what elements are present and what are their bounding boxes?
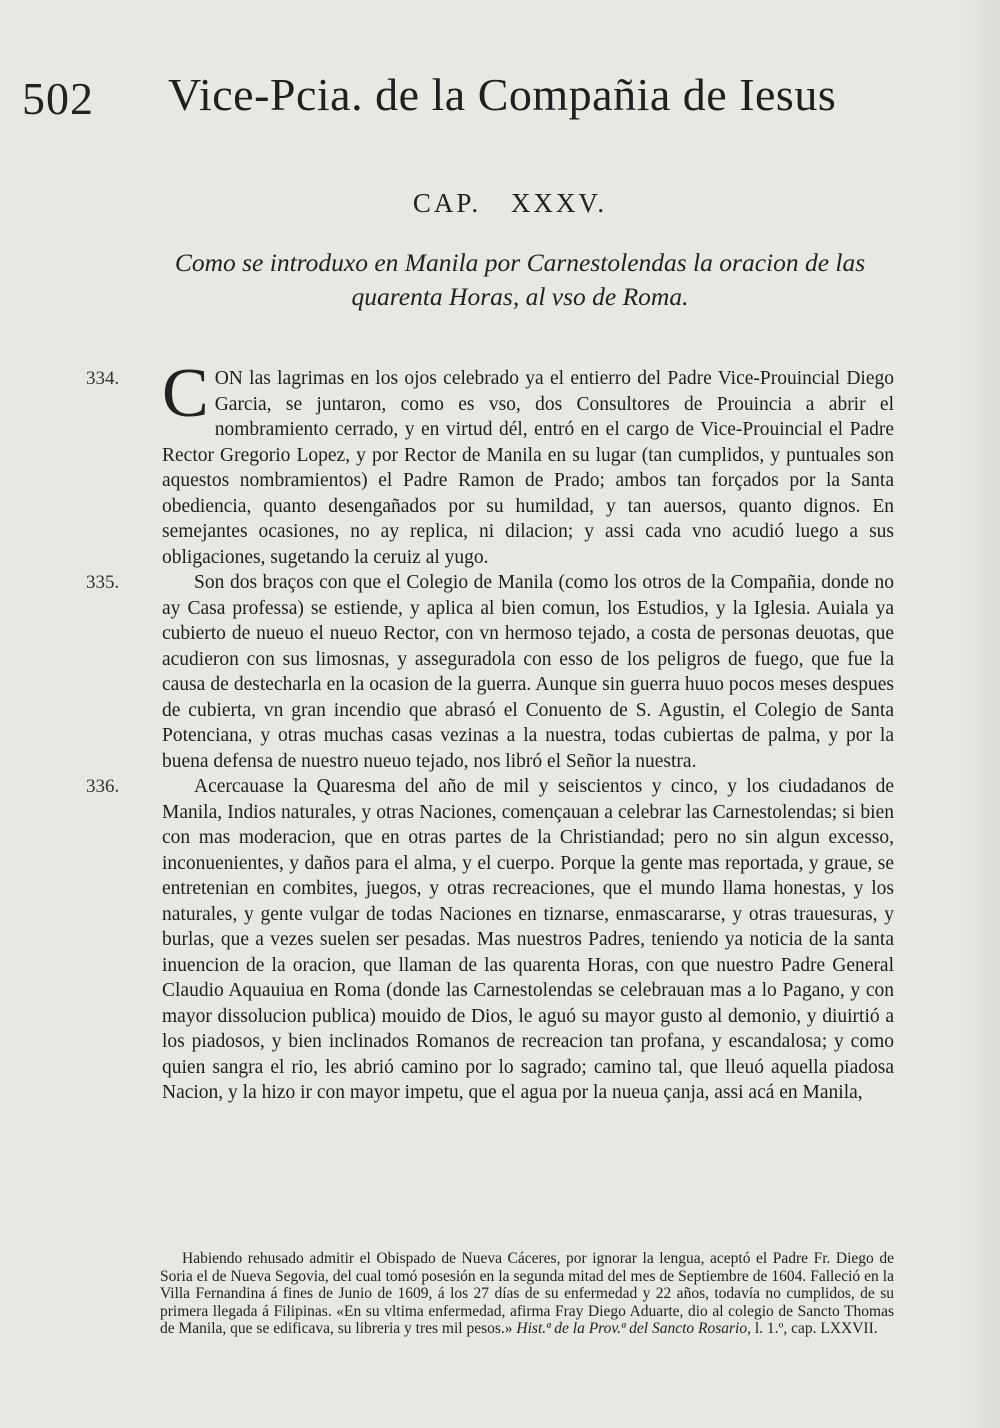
- paragraph-text: Acercauase la Quaresma del año de mil y seiscientos y cinco, y los ciudadanos de Manila, Indios naturales, y otras Naciones, començauan a celebrar las Carnestolendas; si bien con mas moderacion, que en otras partes de la Christiandad; pero no sin algun excesso, inconuenientes, y daños para el alma, y el cuerpo. Porque la gente mas reportada, y graue, se entretenian en combites, juegos, y otras recreaciones, que el mundo llama honestas, y los naturales, y gente vulgar de todas Naciones en tiznarse, enmascararse, y otras trauesuras, y burlas, que a vezes suelen ser pesadas. Mas nuestros Padres, teniendo ya noticia de la santa inuencion de la oracion, que llaman de las quarenta Horas, con que nuestro Padre General Claudio Aquauiua en Roma (donde las Carnestolendas se celebrauan mas a lo Pagano, y con mayor dissolucion publica) mouido de Dios, le aguó su mayor gusto al demonio, y diuirtió a los piadosos, y bien inclinados Romanos de recreacion tan profana, y escandalosa; y como quien sangra el rio, les abrió camino por lo sagrado; camino tal, que lleuó aquella piadosa Nacion, y la hizo ir con mayor impetu, que el agua por la nueua çanja, assi acá en Manila,: [162, 776, 894, 1103]
- paragraph-number: 335.: [86, 572, 120, 593]
- body-text: [86, 355, 894, 1106]
- chapter-label: CAP.: [412, 188, 482, 218]
- paragraph-335: [86, 570, 894, 774]
- running-header: [0, 60, 1000, 124]
- paragraph-first-word: ON: [214, 368, 243, 389]
- footnote-text: Habiendo rehusado admitir el Obispado de Nueva Cáceres, por ignorar la lengua, aceptó el Padre Fr. Diego de Soria el de Nueva Segovia, del cual tomó posesión en la segunda mitad del mes de Septiembre de 1604. Falleció en la Villa Fernandina á fines de Junio de 1609, á los 27 días de su enfermedad y 22 años, todavía no cumplidos, de su primera llegada á Filipinas. «En su vltima enfermedad, afirma Fray Diego Aduarte, dio al colegio de Sancto Thomas de Manila, que se edificava, su libreria y tres mil pesos.»: [160, 1250, 894, 1337]
- footnote-citation-title: Hist.ª de la Prov.ª del Sancto Rosario,: [516, 1320, 751, 1337]
- footnote-citation-tail: l. 1.º, cap. LXXVII.: [750, 1320, 878, 1337]
- chapter-number: XXXV.: [510, 188, 608, 218]
- footnote: [160, 1250, 894, 1338]
- paragraph-334: [86, 355, 894, 570]
- page-number: 502: [22, 73, 94, 124]
- drop-cap: C: [162, 355, 209, 432]
- paragraph-number: 334.: [86, 368, 120, 389]
- paragraph-number: 336.: [86, 776, 120, 797]
- paragraph-text: Son dos braços con que el Colegio de Manila (como los otros de la Compañia, donde no ay Casa professa) se estiende, y aplica al bien comun, los Estudios, y la Iglesia. Auiala ya cubierto de nueuo el nueuo Rector, con vn hermoso tejado, a costa de personas deuotas, que acudieron con sus limosnas, y asseguradola con esso de los peligros de fuego, que fue la causa de destecharla en la ocasion de la guerra. Aunque sin guerra huuo pocos meses despues de cubierta, vn gran incendio que abrasó el Conuento de S. Agustin, el Colegio de Santa Potenciana, y otras muchas casas vezinas a la nuestra, todas cubiertas de palma, y por la buena defensa de nuestro nueuo tejado, nos libró el Señor la nuestra.: [162, 572, 894, 772]
- chapter-subtitle: Como se introduxo en Manila por Carnestolendas la oracion de las quarenta Horas, al vso de Roma.: [174, 248, 866, 311]
- chapter-heading: [0, 188, 1000, 219]
- paragraph-336: [86, 774, 894, 1106]
- paragraph-text: las lagrimas en los ojos celebrado ya el entierro del Padre Vice-Prouincial Diego Garcia, se juntaron, como es vso, dos Consultores de Prouincia a abrir el nombramiento cerrado, y en virtud dél, entró en el cargo de Vice-Prouincial el Padre Rector Gregorio Lopez, y por Rector de Manila en su lugar (tan cumplidos, y puntuales son aquestos nombramientos) el Padre Ramon de Prado; ambos tan forçados por la Santa obediencia, quanto desengañados por su humildad, y tan auersos, quanto dignos. En semejantes ocasiones, no ay replica, ni dilacion; y assi cada vno acudió luego a sus obligaciones, sugetando la ceruiz al yugo.: [162, 368, 894, 568]
- running-title: Vice-Pcia. de la Compañia de Iesus: [168, 69, 837, 120]
